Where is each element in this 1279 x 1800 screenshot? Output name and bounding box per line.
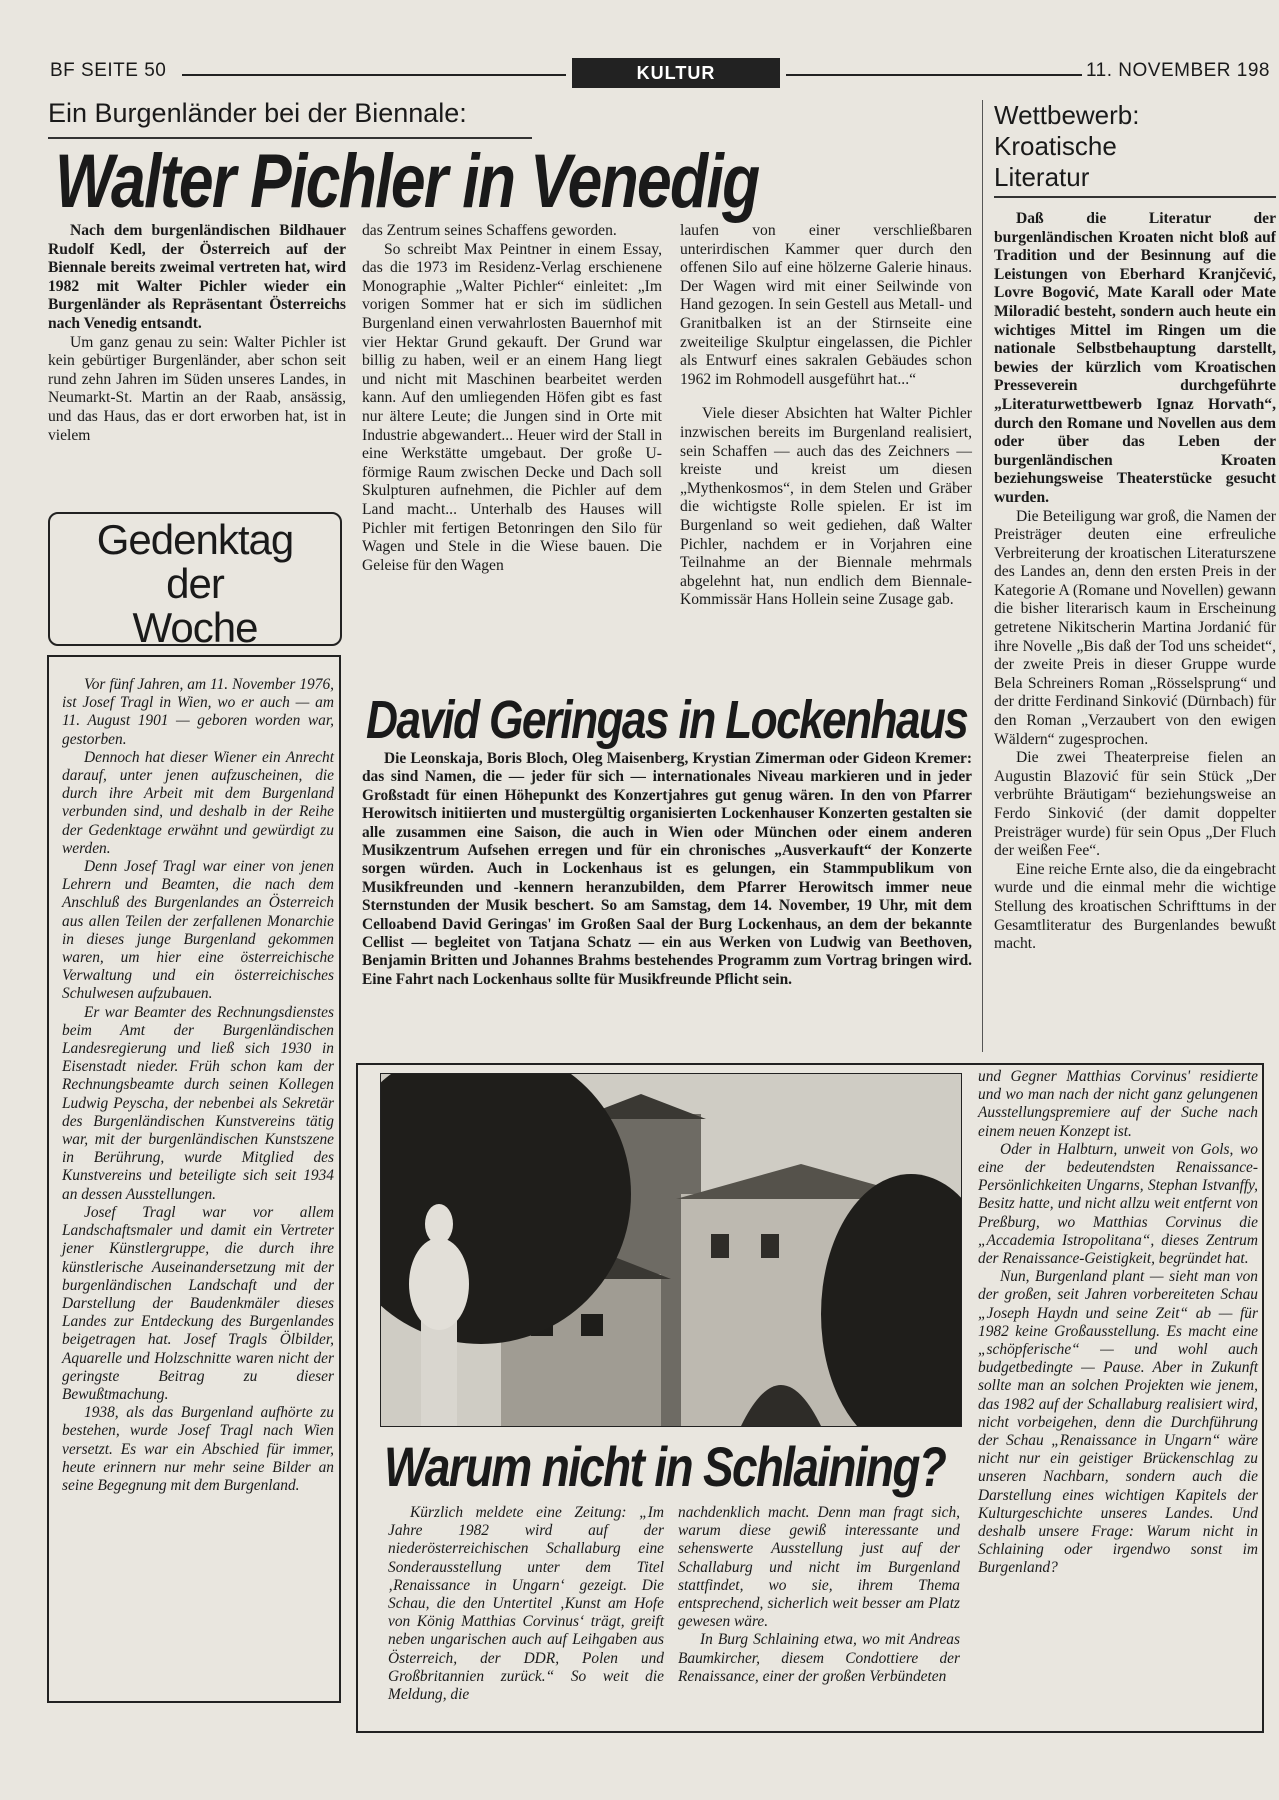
wettbewerb-title-line3: Literatur [994,162,1090,192]
gedenktag-title-box [48,512,342,651]
pichler-col-2 [362,222,662,575]
gedenktag-p6: 1938, als das Burgenland aufhörte zu bestehen, wurde Josef Tragl nach Wien versetzt. Es war ein Abschied für immer, heute erinnern nur mehr seine Bilder an seine Begegnung mit dem Burgenland. [62,1404,334,1494]
pichler-col-1 [48,222,346,445]
pichler-lead: Nach dem burgenländischen Bildhauer Rudolf Kedl, der Österreich auf der Biennale bereits zweimal vertreten hat, wird 1982 mit Walter Pichler wieder ein Burgenländer als Repräsentant Österreichs nach Venedig entsandt. [48,222,346,332]
wettbewerb-column [994,210,1276,1050]
schlaining-col-1 [388,1504,664,1704]
schlaining-col2-text: In Burg Schlaining etwa, wo mit Andreas Baumkircher, diesem Condottiere der Renaissance, einer der großen Verbündeten [678,1631,960,1685]
pichler-col-3 [680,222,972,610]
wettbewerb-p4: Eine reiche Ernte also, die da eingebracht wurde und die einmal mehr die wichtige Stellung des kroatischen Schrifttums in der Gesamtliteratur des Burgenlandes bewußt macht. [994,860,1276,953]
page-number: BF SEITE 50 [50,60,167,81]
gedenktag-title-line3: Woche [132,604,258,651]
geringas-headline: David Geringas in Lockenhaus [366,690,968,750]
schlaining-col3-start: und Gegner Matthias Corvinus' residierte und wo man nach der nicht ganz gelungenen Ausstellungspremiere auf der Suche nach einem neuen Konzept ist. [978,1068,1258,1140]
schlaining-col-2 [678,1504,960,1686]
schlaining-col-3 [978,1068,1258,1578]
schlaining-col1-text: Kürzlich meldete eine Zeitung: „Im Jahre 1982 wird auf der niederösterreichischen Schallaburg eine Sonderausstellung unter dem Titel ‚Renaissance in Ungarn‘ gezeigt. Die Schau, die den Untertitel ‚Kunst am Hofe von König Matthias Corvinus‘ trägt, greift neben ungarischen auch auf Leihgaben aus Österreich, der DDR, Polen und Großbritannien zurück.“ So weit die Meldung, die [388,1504,664,1704]
wettbewerb-title [994,100,1274,193]
pichler-col3-start: laufen von einer verschließbaren unterirdischen Kammer quer durch den offenen Silo auf eine hölzerne Galerie hinaus. Der Wagen wird mit einer Seilwinde von Hand gezogen. In sein Gestell aus Metall- und Granitbalken ist an der Stirnseite eine zweiteilige Skulptur eingelassen, die Pichler als Entwurf eines sakralen Gebäudes schon 1962 im Rohmodell ausgeführt hat...“ [680,222,972,388]
pichler-headline: Walter Pichler in Venedig [55,139,759,224]
schlaining-col2-start: nachdenklich macht. Denn man fragt sich, warum diese gewiß interessante und sehenswerte Ausstellung just auf der Schallaburg und nicht im Burgenland stattfindet, wo sie, ihrem Thema entsprechend, sicherlich weit besser am Platz gewesen wäre. [678,1504,960,1631]
sidebar-separator [982,100,983,1052]
castle-photo [380,1073,962,1427]
schlaining-headline: Warum nicht in Schlaining? [384,1435,946,1498]
wettbewerb-underline [994,196,1276,198]
pichler-col3-text: Viele dieser Absichten hat Walter Pichler inzwischen bereits im Burgenland realisiert, sein Schaffen — auch das des Zeichners — kreiste und kreist um diesen „Mythenkosmos“, in dem Stelen und Gräber die wichtigste Rolle spielen. Er ist im Burgenland so weit gediehen, daß Walter Pichler, nachdem er in Vorjahren eine Teilnahme an der Biennale mehrmals abgelehnt hat, nun endlich dem Biennale-Kommissär Hans Hollein seine Zusage gab. [680,405,972,609]
header-rule-right [786,74,1082,76]
castle-photo-image [381,1074,961,1426]
issue-date: 11. NOVEMBER 198 [1086,60,1271,81]
wettbewerb-title-line1: Wettbewerb: [994,100,1140,130]
section-label: KULTUR [572,58,780,88]
schlaining-col3-p3: Nun, Burgenland plant — sieht man von der großen, seit Jahren vorbereiteten Schau „Joseph Haydn und seine Zeit“ ab — für 1982 keine Großausstellung. Es macht eine „schöpferische“ — und wohl auch budgetbedingte — Pause. Aber in Zukunft sollte man an solchen Projekten wie jenem, das 1982 auf der Schallaburg realisiert wird, nicht vorbeigehen, denn die Durchführung der Schau „Renaissance in Ungarn“ wäre nicht nur ein geistiger Brückenschlag zu unseren Nachbarn, sondern auch die Darstellung eines wichtigen Kapitels der Kulturgeschichte unseres Landes. Und deshalb unsere Frage: Warum nicht in Schlaining oder irgendwo sonst im Burgenland? [978,1268,1258,1577]
gedenktag-lead: Vor fünf Jahren, am 11. November 1976, ist Josef Tragl in Wien, wo er auch — am 11. August 1901 — geboren worden war, gestorben. [62,676,334,748]
gedenktag-title-line1: Gedenktag [96,516,294,563]
gedenktag-column [62,676,334,1495]
wettbewerb-lead: Daß die Literatur der burgenländischen Kroaten nicht bloß auf Tradition und der Besinnung auf die Leistungen von Eberhard Kranjčević, Lovre Bogović, Mate Karall oder Mate Miloradić besteht, sondern auch heute ein wichtiges Mittel im Ringen um die nationale Selbstbehauptung darstellt, bewies der kürzlich vom Kroatischen Presseverein durchgeführte „Literaturwettbewerb Ignaz Horvath“, durch den Romane und Novellen aus dem oder über das Leben der burgenländischen Kroaten beziehungsweise Theaterstücke gesucht wurden. [994,210,1276,506]
gedenktag-p4: Er war Beamter des Rechnungsdienstes beim Amt der Burgenländischen Landesregierung und ließ sich 1930 in Eisenstadt nieder. Früh schon kam der Rechnungsbeamte durch seinen Kollegen Ludwig Peyscha, der nebenbei als Sekretär des Burgenländischen Kunstvereins tätig war, mit der burgenländischen Kunstszene in Berührung, wurde Mitglied des Kunstvereins und beteiligte sich seit 1934 an dessen Ausstellungen. [62,1003,334,1203]
pichler-col2-text: So schreibt Max Peintner in einem Essay, das die 1973 im Residenz-Verlag erschienene Monographie „Walter Pichler“ einleitet: „Im vorigen Sommer hat er sich im südlichen Burgenland einen verwahrlosten Bauernhof mit vier Hektar Grund gekauft. Der Grund war billig zu haben, weil er an einem Hang liegt und nicht mit Maschinen bearbeitet werden kann. Auf den umliegenden Höfen gibt es fast nur ältere Leute; die Jungen sind in Orte mit Industrie abgewandert... Heuer wird der Stall in eine Werkstätte umgebaut. Der große U-förmige Raum zwischen Decke und Dach soll Skulpturen aufnehmen, die Pichler auf dem Land macht... Unterhalb des Hauses will Pichler mit fertigen Betonringen den Silo für Wagen und Stele in die Wiese bauen. Die Geleise für den Wagen [362,240,662,574]
gedenktag-p3: Denn Josef Tragl war einer von jenen Lehrern und Beamten, die nach dem Anschluß des Burgenlandes an Österreich aus allen Teilen der zerfallenen Monarchie in dieses junge Burgenland gekommen waren, um hier eine österreichische Verwaltung und ein österreichisches Schulwesen aufzubauen. [62,858,334,1003]
geringas-paragraph: Die Leonskaja, Boris Bloch, Oleg Maisenberg, Krystian Zimerman oder Gideon Kremer: das sind Namen, die — jeder für sich — internationales Niveau markieren und in jeder Großstadt für einen Höhepunkt des Konzertjahres gut genug wären. In den von Pfarrer Herowitsch initiierten und mustergültig organisierten Lockenhauser Konzerten gestalten sie alle zusammen eine Saison, die auch in Wien oder München oder einem anderen Musikzentrum Aufsehen erregen und für ein chronisches „Ausverkauft“ der Konzerte sorgen würden. Auch in Lockenhaus ist es gelungen, ein Stammpublikum von Musikfreunden und -kennern heranzubilden, dem Pfarrer Herowitsch immer neue Sternstunden der Musik beschert. So am Samstag, dem 14. November, 19 Uhr, mit dem Celloabend David Geringas' im Großen Saal der Burg Lockenhaus, an dem der bekannte Cellist — begleitet von Tatjana Schatz — ein aus Werken von Ludwig van Beethoven, Benjamin Britten und Johannes Brahms bestehendes Programm zum Vortrag bringen wird. Eine Fahrt nach Lockenhaus sollte für Musikfreunde Pflicht sein. [362,750,972,988]
header-rule-left [182,74,566,76]
pichler-kicker: Ein Burgenländer bei der Biennale: [48,98,467,128]
gedenktag-p5: Josef Tragl war vor allem Landschaftsmaler und damit ein Vertreter jener Künstlergruppe, die durch ihre künstlerische Auseinandersetzung mit der burgenländischen Landschaft und der Darstellung der Baudenkmäler dieses Landes zur Entdeckung des Burgenlandes beigetragen hat. Josef Tragls Ölbilder, Aquarelle und Holzschnitte waren nicht der geringste Beitrag zu dieser Bewußtmachung. [62,1203,334,1403]
geringas-text [362,750,972,989]
wettbewerb-p2: Die Beteiligung war groß, die Namen der Preisträger deuten eine erfreuliche Verbreiterung der kroatischen Literaturszene des Landes an, denn den ersten Preis in der Kategorie A (Romane und Novellen) gewann die bisher literarisch kaum in Erscheinung getretene Nikitscherin Martina Jordanić für ihre Novelle „Bis daß der Tod uns scheidet“, der zweite Preis in dieser Gruppe wurde Bela Schreiners Roman „Rösselsprung“ und der dritte Ferdinand Sinković (Dürnbach) für den Roman „Verzaubert von den ewigen Wäldern“ zugesprochen. [994,507,1276,748]
wettbewerb-p3: Die zwei Theaterpreise fielen an Augustin Blazović für sein Stück „Der verbrühte Bräutigam“ beziehungsweise an Ferdo Sinković (der damit doppelter Preisträger wurde) für sein Opus „Der Fluch der weißen Fee“. [994,749,1276,860]
pichler-col1-text: Um ganz genau zu sein: Walter Pichler ist kein gebürtiger Burgenländer, aber schon seit rund zehn Jahren im Süden unseres Landes, in Neumarkt-St. Martin an der Raab, ansässig, und das Haus, das er dort erworben hat, ist in vielem [48,333,346,444]
gedenktag-title-line2: der [166,560,224,607]
wettbewerb-title-line2: Kroatische [994,131,1117,161]
schlaining-col3-p2: Oder in Halbturn, unweit von Gols, wo eine der bedeutendsten Renaissance-Persönlichkeiten Ungarns, Stephan Istvanffy, Besitz hatte, und nicht allzu weit entfernt von Preßburg, wo Matthias Corvinus die „Accademia Istropolitana“, dieses Zentrum der Renaissance-Geistigkeit, begründet hat. [978,1140,1258,1268]
pichler-col2-start: das Zentrum seines Schaffens geworden. [362,222,617,239]
gedenktag-p2: Dennoch hat dieser Wiener ein Anrecht darauf, unter jenen aufzuscheinen, die durch ihre Arbeit mit dem Burgenland verbunden sind, und deshalb in der Reihe der Gedenktage erwähnt und gewürdigt zu werden. [62,748,334,857]
